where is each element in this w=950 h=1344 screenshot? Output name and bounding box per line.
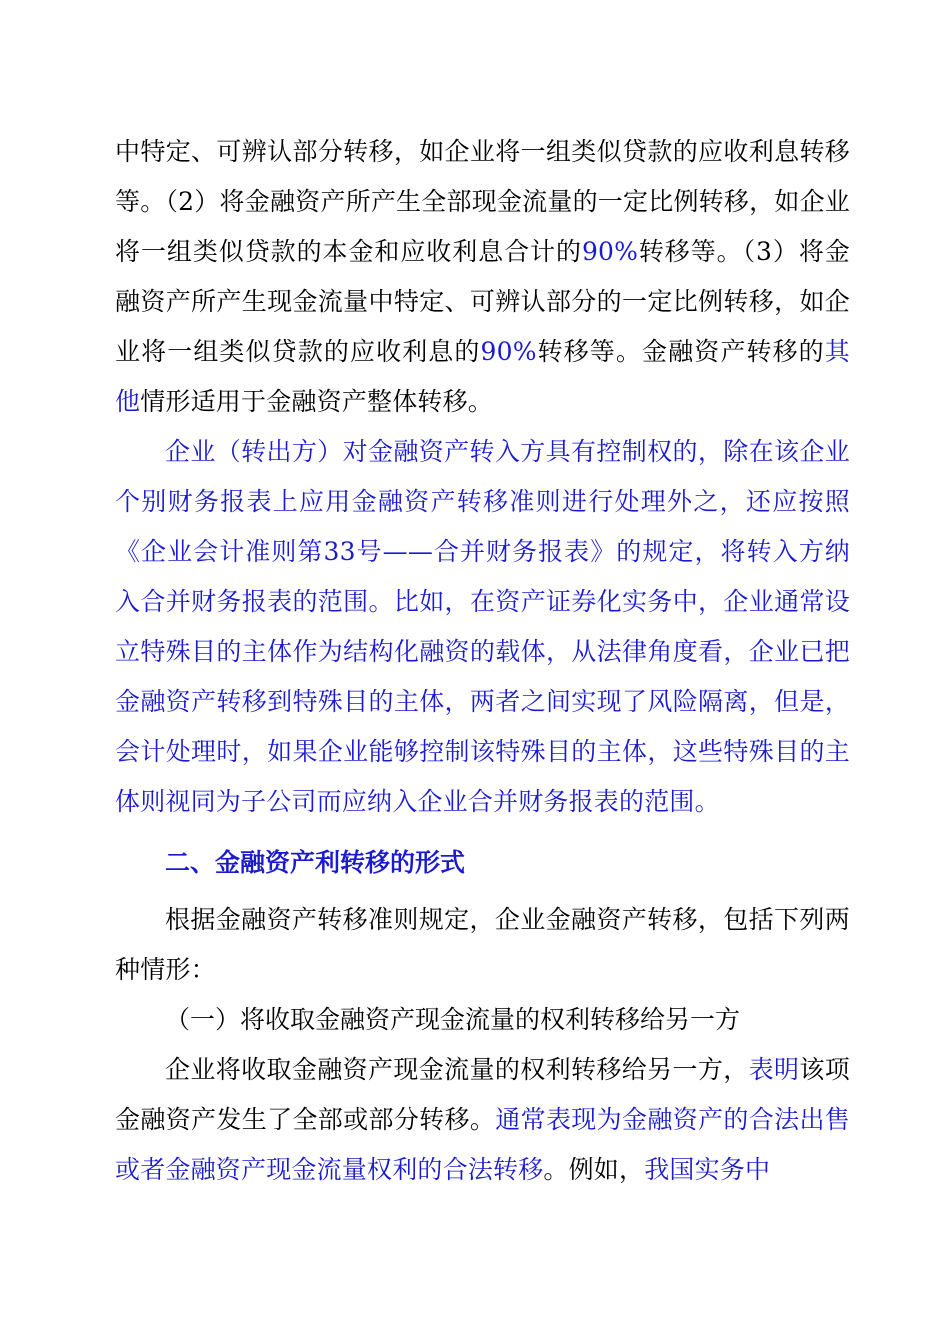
text-run: 转移等。（3）将金融资产所产生现金流量中特定、可辨认部分的一定比例转移，如企业将一组类似贷款的应收利息的 — [115, 237, 850, 366]
paragraph-transfer-cases — [115, 127, 850, 427]
text-run: 中特定、可辨认部分转移，如企业将一组类似贷款的应收利息转移等。（2）将金融资产所产生全部现金流量的一定比例转移，如企业将一组类似贷款的本金和应收利息合计的 — [115, 137, 850, 266]
subheading-one: （一）将收取金融资产现金流量的权利转移给另一方 — [165, 1005, 741, 1034]
paragraph-transfer-forms: 根据金融资产转移准则规定，企业金融资产转移，包括下列两种情形： — [115, 905, 850, 984]
text-run: 情形适用于金融资产整体转移。 — [140, 387, 494, 416]
document-page — [115, 127, 850, 1195]
highlight-other: 其他 — [115, 337, 850, 416]
highlight-practice: 我国实务中 — [644, 1155, 771, 1184]
highlight-indicates: 表明 — [748, 1055, 800, 1084]
highlight-usual-form: 通常表现为金融资产的合法出售或者金融资产现金流量权利的合法转移 — [115, 1105, 850, 1184]
paragraph-cashflow-rights — [115, 1045, 850, 1195]
text-run: 企业将收取金融资产现金流量的权利转移给另一方， — [165, 1055, 749, 1084]
section-heading: 二、金融资产利转移的形式 — [165, 848, 466, 877]
paragraph-control-consolidation: 企业（转出方）对金融资产转入方具有控制权的，除在该企业个别财务报表上应用金融资产转移准则进行处理外之，还应按照《企业会计准则第33号——合并财务报表》的规定，将转入方纳入合并财务报表的范围。比如，在资产证券化实务中，企业通常设立特殊目的主体作为结构化融资的载体，从法律角度看，企业已把金融资产转移到特殊目的主体，两者之间实现了风险隔离，但是，会计处理时，如果企业能够控制该特殊目的主体，这些特殊目的主体则视同为子公司而应纳入企业合并财务报表的范围。 — [115, 437, 850, 816]
text-run: 该项金融资产发生了全部或部分转移。 — [115, 1055, 850, 1134]
highlight-percent: 90% — [581, 237, 639, 266]
text-run: 。例如， — [543, 1155, 645, 1184]
text-run: 转移等。金融资产转移的 — [536, 337, 825, 366]
highlight-percent: 90% — [480, 337, 537, 366]
